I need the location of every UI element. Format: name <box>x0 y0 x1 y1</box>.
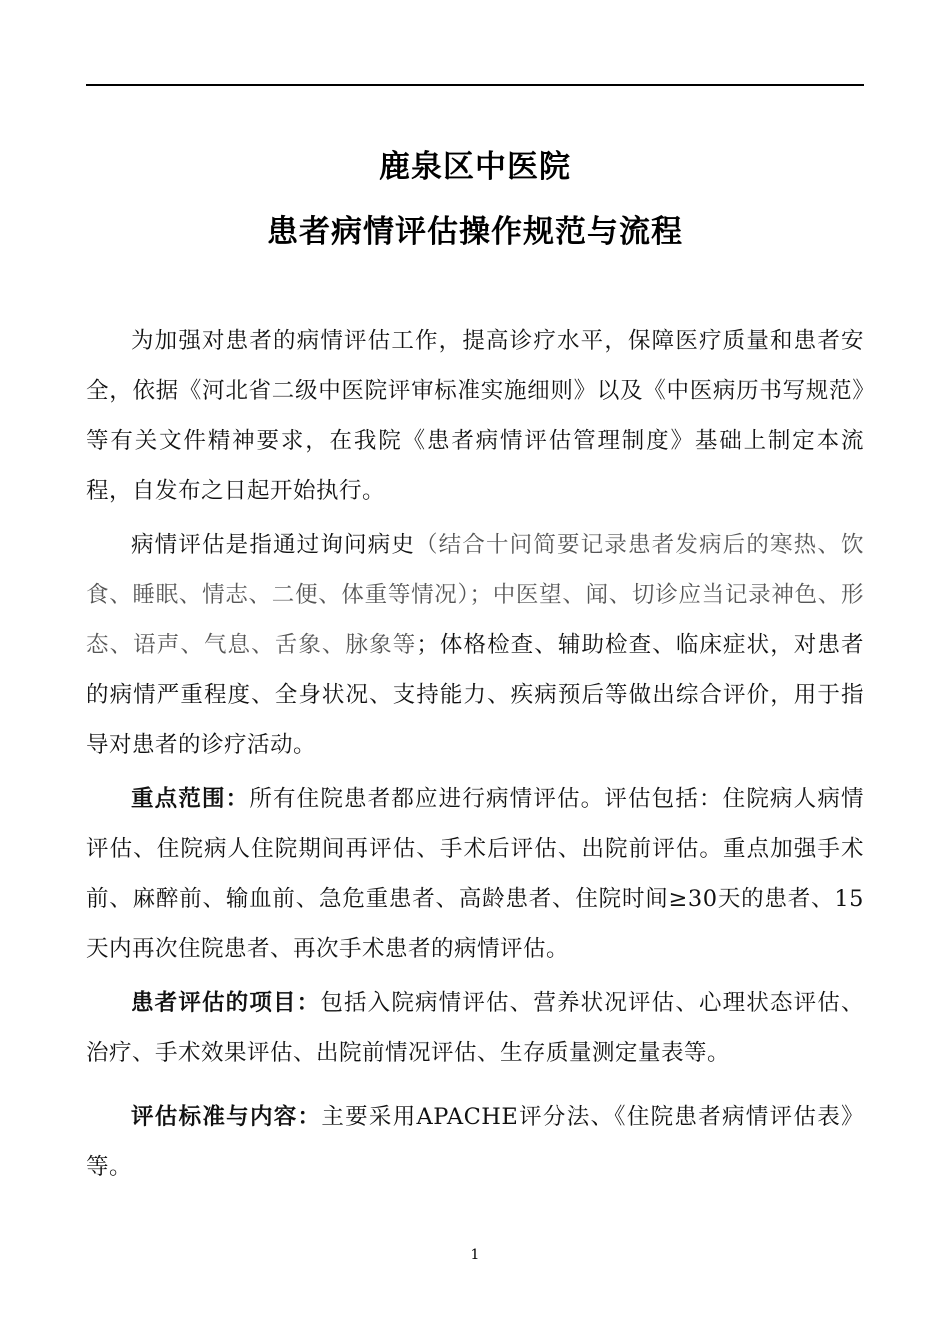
definition-text-tcm: （结合十问简要记录患者发病后的寒热、饮食、睡眠、情志、二便、体重等情况）；中医望、闻、切诊应当记录神色、形态、语声、气息、舌象、脉象等 <box>86 532 864 658</box>
scope-text: 所有住院患者都应进行病情评估。评估包括：住院病人病情评估、住院病人住院期间再评估、手术后评估、出院前评估。重点加强手术前、麻醉前、输血前、急危重患者、高龄患者、住院时间≥30天的患者、15天内再次住院患者、再次手术患者的病情评估。 <box>86 786 864 962</box>
page-number: 1 <box>470 1247 480 1263</box>
paragraph-items <box>86 978 864 1078</box>
standards-lead: 评估标准与内容： <box>131 1104 322 1130</box>
paragraph-purpose: 为加强对患者的病情评估工作，提高诊疗水平，保障医疗质量和患者安全，依据《河北省二级中医院评审标准实施细则》以及《中医病历书写规范》等有关文件精神要求，在我院《患者病情评估管理制度》基础上制定本流程，自发布之日起开始执行。 <box>86 328 864 504</box>
document-title-subject: 患者病情评估操作规范与流程 <box>267 214 683 250</box>
document-title-hospital: 鹿泉区中医院 <box>379 149 571 185</box>
paragraph-definition <box>86 520 864 770</box>
header-rule <box>86 84 864 86</box>
scope-lead: 重点范围： <box>131 786 250 812</box>
paragraph-scope <box>86 774 864 974</box>
document-body <box>86 316 864 1192</box>
definition-text-start: 病情评估是指通过询问病史 <box>131 532 415 558</box>
paragraph-standards <box>86 1092 864 1192</box>
standards-text: 主要采用APACHE评分法、《住院患者病情评估表》等。 <box>86 1104 864 1180</box>
items-text: 包括入院病情评估、营养状况评估、心理状态评估、治疗、手术效果评估、出院前情况评估、生存质量测定量表等。 <box>86 990 864 1066</box>
definition-text-end: ；体格检查、辅助检查、临床症状，对患者的病情严重程度、全身状况、支持能力、疾病预后等做出综合评价，用于指导对患者的诊疗活动。 <box>86 632 864 758</box>
items-lead: 患者评估的项目： <box>131 990 321 1016</box>
